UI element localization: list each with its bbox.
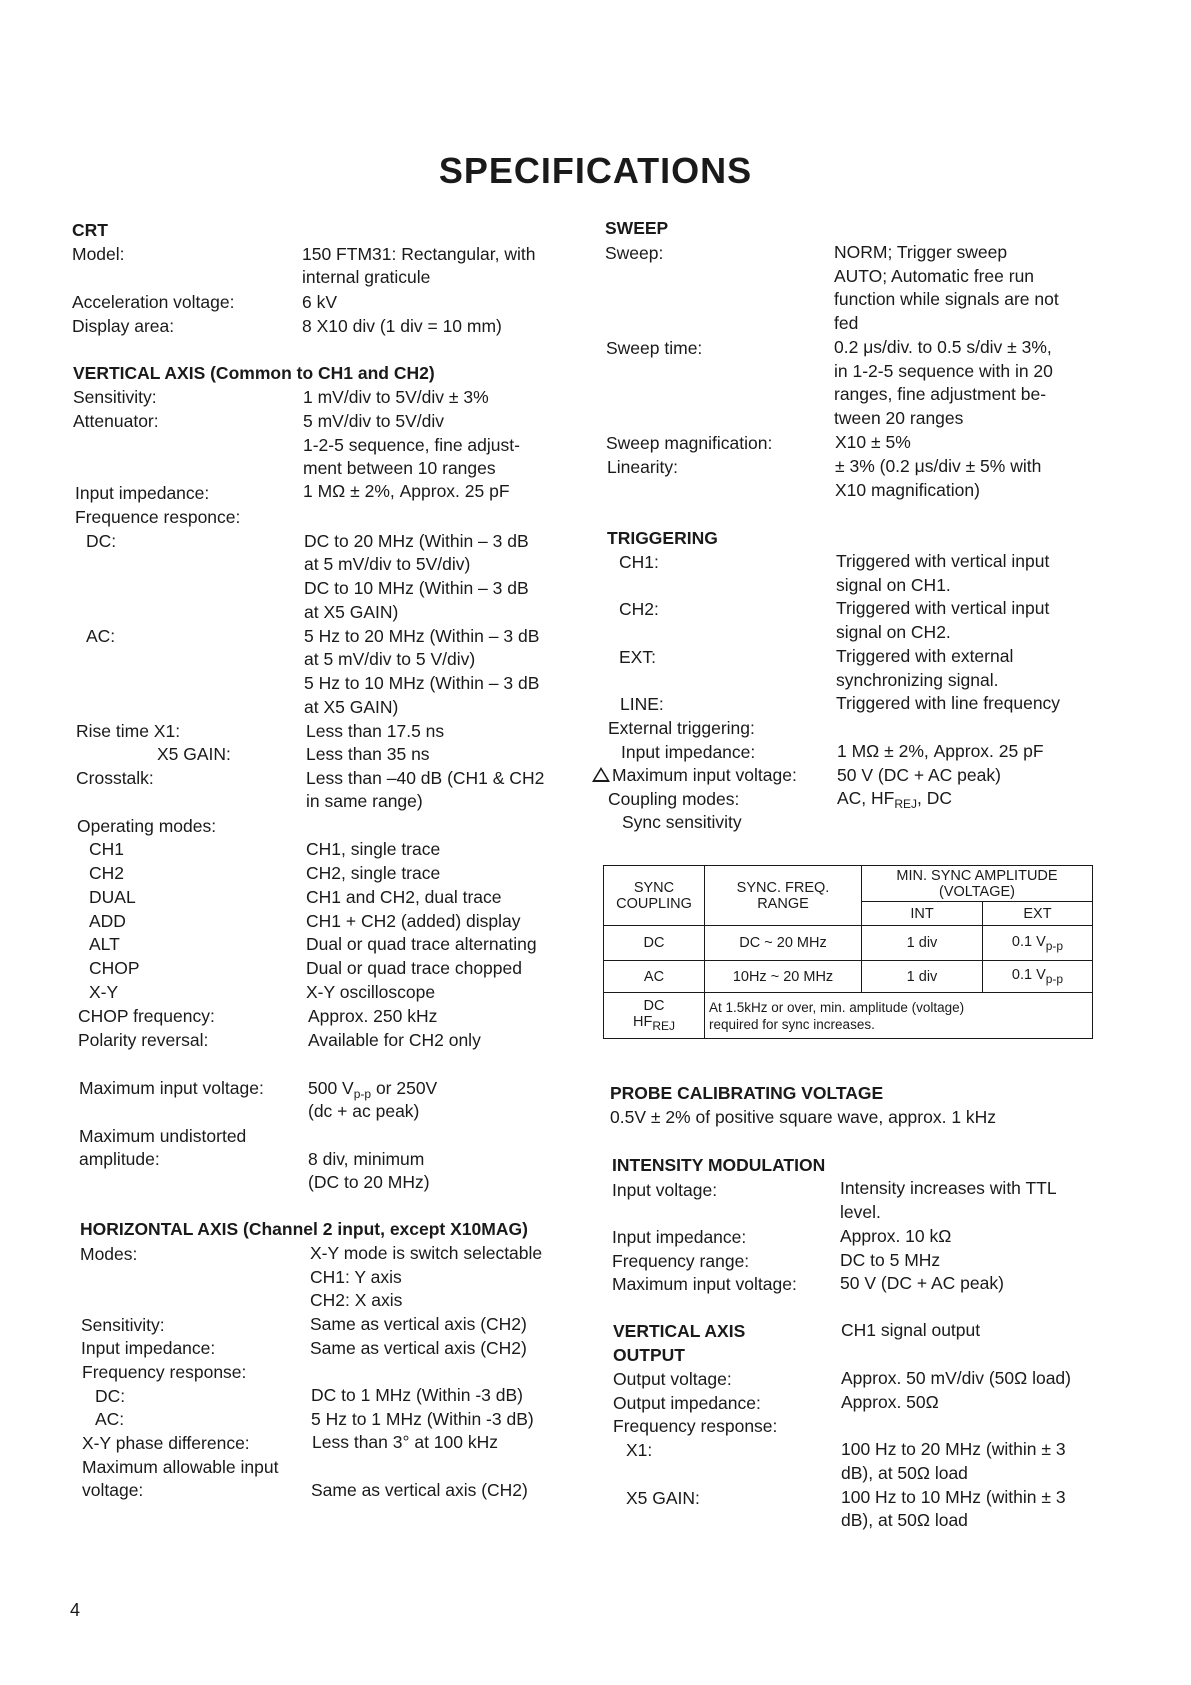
table-row: [604, 993, 1093, 1039]
vout-x1-v2: dB), at 50Ω load: [841, 1463, 968, 1483]
trig-ch2-v2: signal on CH2.: [836, 622, 951, 642]
intensity-freq-label: Frequency range:: [612, 1251, 750, 1271]
horizontal-imp-label: Input impedance:: [81, 1338, 216, 1358]
vertical-und-value-1: 8 div, minimum: [308, 1149, 425, 1169]
sweep-time-v1: 0.2 μs/div. to 0.5 s/div ± 3%,: [834, 337, 1052, 357]
cell-range: DC ~ 20 MHz: [705, 926, 862, 961]
sync-sensitivity-table: [603, 865, 1093, 1039]
vertical-dc-v3: DC to 10 MHz (Within – 3 dB: [304, 578, 529, 598]
vertical-att-value-3: ment between 10 ranges: [303, 458, 496, 478]
trig-ext-v2: synchronizing signal.: [836, 670, 999, 690]
intensity-imp-value: Approx. 10 kΩ: [840, 1226, 952, 1246]
mode-value: X-Y oscilloscope: [306, 982, 436, 1002]
vertical-max-value-2: (dc + ac peak): [308, 1101, 420, 1121]
horizontal-modes-v3: CH2: X axis: [310, 1290, 403, 1310]
vertical-heading: VERTICAL AXIS (Common to CH1 and CH2): [73, 363, 435, 383]
crt-model-value-2: internal graticule: [302, 267, 431, 287]
sweep-label: Sweep:: [605, 243, 664, 263]
th-min-sync-amplitude: MIN. SYNC AMPLITUDE (VOLTAGE): [862, 866, 1093, 902]
trig-imp-value: 1 MΩ ± 2%, Approx. 25 pF: [837, 741, 1044, 761]
mode-value: CH1 and CH2, dual trace: [306, 887, 502, 907]
sweep-time-v3: ranges, fine adjustment be-: [834, 384, 1047, 404]
sweep-v3: function while signals are not: [834, 289, 1059, 309]
intensity-imp-label: Input impedance:: [612, 1227, 747, 1247]
horizontal-max-label-1: Maximum allowable input: [82, 1457, 279, 1477]
trig-ch2-v1: Triggered with vertical input: [836, 598, 1050, 618]
horizontal-sens-label: Sensitivity:: [81, 1315, 165, 1335]
vertical-und-label-1: Maximum undistorted: [79, 1126, 247, 1146]
crt-accel-label: Acceleration voltage:: [72, 292, 235, 312]
intensity-freq-value: DC to 5 MHz: [840, 1250, 941, 1270]
cell-coupling: DC $HF_{REJ}$: [604, 993, 705, 1039]
horizontal-freq-label: Frequency response:: [82, 1362, 247, 1382]
horizontal-sens-value: Same as vertical axis (CH2): [310, 1314, 527, 1334]
vout-x5-label: X5 GAIN:: [626, 1488, 700, 1508]
cell-coupling: DC: [604, 926, 705, 961]
triggering-heading: TRIGGERING: [607, 528, 718, 548]
trig-ch1-v1: Triggered with vertical input: [836, 551, 1050, 571]
vertical-pol-value: Available for CH2 only: [308, 1030, 481, 1050]
vertical-att-value-2: 1-2-5 sequence, fine adjust-: [303, 435, 520, 455]
vout-ov-value: Approx. 50 mV/div (50Ω load): [841, 1368, 1071, 1388]
vertical-cross-v1: Less than –40 dB (CH1 & CH2: [306, 768, 545, 788]
trig-line-label: LINE:: [620, 694, 664, 714]
vertical-sens-label: Sensitivity:: [73, 387, 157, 407]
vout-x1-v1: 100 Hz to 20 MHz (within ± 3: [841, 1439, 1066, 1459]
mode-label: CH1: [89, 839, 125, 859]
vertical-sens-value: 1 mV/div to 5V/div ± 3%: [303, 387, 489, 407]
horizontal-phase-value: Less than 3° at 100 kHz: [312, 1432, 498, 1452]
vertical-x5-label: X5 GAIN:: [157, 744, 231, 764]
mode-value: CH1 + CH2 (added) display: [306, 911, 521, 931]
table-row: [604, 961, 1093, 993]
vertical-chop-value: Approx. 250 kHz: [308, 1006, 438, 1026]
vertical-dc-label: DC:: [86, 531, 117, 551]
sweep-v1: NORM; Trigger sweep: [834, 242, 1008, 262]
vertical-rise-label: Rise time X1:: [76, 721, 181, 741]
horizontal-phase-label: X-Y phase difference:: [82, 1433, 250, 1453]
cell-range: 10Hz ~ 20 MHz: [705, 961, 862, 993]
mode-label: X-Y: [89, 982, 119, 1002]
horizontal-modes-label: Modes:: [80, 1244, 138, 1264]
vout-oi-label: Output impedance:: [613, 1393, 761, 1413]
intensity-in-label: Input voltage:: [612, 1180, 718, 1200]
horizontal-dc-value: DC to 1 MHz (Within -3 dB): [311, 1385, 523, 1405]
page-title: SPECIFICATIONS: [438, 150, 753, 191]
vout-fr-label: Frequency response:: [613, 1416, 778, 1436]
trig-ch1-label: CH1:: [619, 552, 659, 572]
horizontal-dc-label: DC:: [95, 1386, 126, 1406]
crt-model-value: 150 FTM31: Rectangular, with: [302, 244, 536, 264]
trig-max-label: Maximum input voltage:: [592, 764, 797, 786]
crt-model-label: Model:: [72, 244, 125, 264]
vout-x5-v2: dB), at 50Ω load: [841, 1510, 968, 1530]
sweep-time-v4: tween 20 ranges: [834, 408, 964, 428]
sweep-v4: fed: [834, 313, 859, 333]
mode-value: CH1, single trace: [306, 839, 441, 859]
vout-heading-2: OUTPUT: [613, 1345, 685, 1365]
th-int: INT: [862, 902, 983, 926]
horizontal-ac-value: 5 Hz to 1 MHz (Within -3 dB): [311, 1409, 534, 1429]
sweep-lin-label: Linearity:: [607, 457, 679, 477]
trig-max-value: 50 V (DC + AC peak): [837, 765, 1001, 785]
cell-ext: 0.1 $V_{p-p}$: [983, 961, 1093, 993]
vertical-ac-v1: 5 Hz to 20 MHz (Within – 3 dB: [304, 626, 540, 646]
trig-sync-label: Sync sensitivity: [622, 812, 742, 832]
vertical-dc-v4: at X5 GAIN): [304, 602, 399, 622]
cell-int: 1 div: [862, 926, 983, 961]
intensity-max-value: 50 V (DC + AC peak): [840, 1273, 1004, 1293]
sweep-v2: AUTO; Automatic free run: [834, 266, 1035, 286]
vertical-att-label: Attenuator:: [73, 411, 159, 431]
vout-x1-label: X1:: [626, 1440, 653, 1460]
vertical-pol-label: Polarity reversal:: [78, 1030, 209, 1050]
warning-icon: [592, 767, 610, 782]
sweep-mag-label: Sweep magnification:: [606, 433, 773, 453]
intensity-max-label: Maximum input voltage:: [612, 1274, 797, 1294]
vertical-chop-label: CHOP frequency:: [78, 1006, 215, 1026]
crt-display-value: 8 X10 div (1 div = 10 mm): [302, 316, 502, 336]
vertical-cross-v2: in same range): [306, 791, 423, 811]
trig-ch1-v2: signal on CH1.: [836, 575, 951, 595]
probe-value: 0.5V ± 2% of positive square wave, approx. 1 kHz: [610, 1107, 997, 1127]
crt-accel-value: 6 kV: [302, 292, 338, 312]
vertical-cross-label: Crosstalk:: [76, 768, 154, 788]
vertical-max-label: Maximum input voltage:: [79, 1078, 264, 1098]
horizontal-heading: HORIZONTAL AXIS (Channel 2 input, except X10MAG): [80, 1219, 528, 1239]
cell-coupling: AC: [604, 961, 705, 993]
sweep-heading: SWEEP: [605, 218, 669, 238]
vout-oi-value: Approx. 50Ω: [841, 1392, 939, 1412]
trig-line-value: Triggered with line frequency: [836, 693, 1061, 713]
vertical-ac-label: AC:: [86, 626, 116, 646]
horizontal-ac-label: AC:: [95, 1409, 125, 1429]
mode-label: CHOP: [89, 958, 140, 978]
vertical-ac-v3: 5 Hz to 10 MHz (Within – 3 dB: [304, 673, 540, 693]
vertical-rise-value: Less than 17.5 ns: [306, 721, 445, 741]
sweep-mag-value: X10 ± 5%: [835, 432, 911, 452]
cell-note: At 1.5kHz or over, min. amplitude (voltage) required for sync increases.: [705, 993, 1093, 1039]
cell-int: 1 div: [862, 961, 983, 993]
trig-ext-label: EXT:: [619, 647, 656, 667]
vertical-max-value-1: 500 $V_{p-p}$ or 250V: [308, 1078, 438, 1101]
trig-imp-label: Input impedance:: [621, 742, 756, 762]
trig-ext-trig-label: External triggering:: [608, 718, 755, 738]
mode-label: CH2: [89, 863, 125, 883]
th-ext: EXT: [983, 902, 1093, 926]
sweep-lin-v2: X10 magnification): [835, 480, 980, 500]
mode-value: Dual or quad trace chopped: [306, 958, 522, 978]
horizontal-modes-v1: X-Y mode is switch selectable: [310, 1243, 543, 1263]
mode-label: DUAL: [89, 887, 136, 907]
mode-value: Dual or quad trace alternating: [306, 934, 537, 954]
sweep-time-v2: in 1-2-5 sequence with in 20: [834, 361, 1053, 381]
vertical-ac-v2: at 5 mV/div to 5 V/div): [304, 649, 476, 669]
vertical-und-label-2: amplitude:: [79, 1149, 160, 1169]
probe-heading: PROBE CALIBRATING VOLTAGE: [610, 1083, 884, 1103]
page-number: 4: [70, 1600, 81, 1620]
vertical-x5-value: Less than 35 ns: [306, 744, 430, 764]
trig-coup-value: AC, $HF_{REJ}$, DC: [837, 788, 953, 811]
vertical-freq-label: Frequence responce:: [75, 507, 241, 527]
vertical-dc-v2: at 5 mV/div to 5V/div): [304, 554, 471, 574]
vertical-dc-v1: DC to 20 MHz (Within – 3 dB: [304, 531, 529, 551]
horizontal-max-value: Same as vertical axis (CH2): [311, 1480, 528, 1500]
trig-ext-v1: Triggered with external: [836, 646, 1014, 666]
sweep-time-label: Sweep time:: [606, 338, 703, 358]
vout-x5-v1: 100 Hz to 10 MHz (within ± 3: [841, 1487, 1066, 1507]
mode-label: ALT: [89, 934, 120, 954]
mode-label: ADD: [89, 911, 126, 931]
intensity-in-v1: Intensity increases with TTL: [840, 1178, 1057, 1198]
crt-heading: CRT: [72, 220, 108, 240]
table-row: [604, 926, 1093, 961]
vertical-op-label: Operating modes:: [77, 816, 217, 836]
vout-heading-1: VERTICAL AXIS: [613, 1321, 746, 1341]
trig-ch2-label: CH2:: [619, 599, 659, 619]
vertical-ac-v4: at X5 GAIN): [304, 697, 399, 717]
crt-display-label: Display area:: [72, 316, 175, 336]
th-sync-freq-range: SYNC. FREQ. RANGE: [705, 866, 862, 926]
cell-ext: 0.1 $V_{p-p}$: [983, 926, 1093, 961]
vertical-att-value-1: 5 mV/div to 5V/div: [303, 411, 445, 431]
horizontal-max-label-2: voltage:: [82, 1480, 144, 1500]
intensity-in-v2: level.: [840, 1202, 881, 1222]
trig-coup-label: Coupling modes:: [608, 789, 740, 809]
intensity-heading: INTENSITY MODULATION: [612, 1155, 826, 1175]
vertical-imp-value: 1 MΩ ± 2%, Approx. 25 pF: [303, 481, 510, 501]
vout-ov-label: Output voltage:: [613, 1369, 732, 1389]
vout-heading-value: CH1 signal output: [841, 1320, 981, 1340]
sweep-lin-v1: ± 3% (0.2 μs/div ± 5% with: [835, 456, 1042, 476]
vertical-und-value-2: (DC to 20 MHz): [308, 1172, 430, 1192]
horizontal-modes-v2: CH1: Y axis: [310, 1267, 402, 1287]
horizontal-imp-value: Same as vertical axis (CH2): [310, 1338, 527, 1358]
mode-value: CH2, single trace: [306, 863, 441, 883]
vertical-imp-label: Input impedance:: [75, 483, 210, 503]
th-sync-coupling: SYNC COUPLING: [604, 866, 705, 926]
